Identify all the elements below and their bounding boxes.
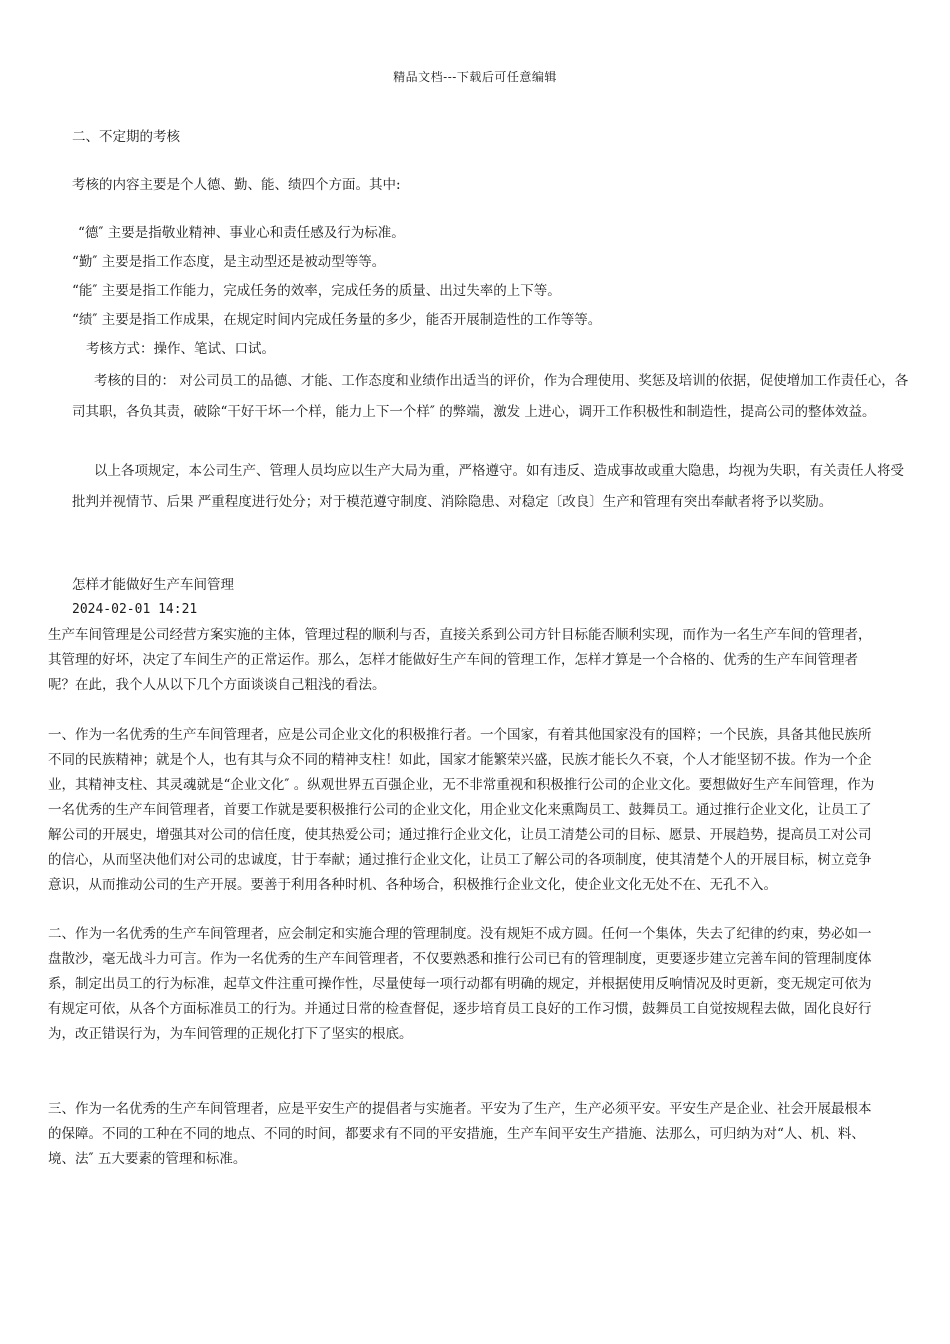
assessment-purpose: 考核的目的： 对公司员工的品德、才能、工作态度和业绩作出适当的评价，作为合理使用、奖惩及培训的依据，促使增加工作责任心，各司其职，各负其责，破除“干好干坏一个样，能力上下一个样″ 的弊端，激发 上进心，调开工作积极性和制造性，提高公司的整体效益。	[72, 373, 909, 420]
item-neng: “能″ 主要是指工作能力，完成任务的效率，完成任务的质量、出过失率的上下等。	[72, 283, 561, 299]
page-header: 精品文档---下载后可任意编辑	[393, 70, 557, 84]
rules-paragraph: 以上各项规定，本公司生产、管理人员均应以生产大局为重，严格遵守。如有违反、造成事故或重大隐患，均视为失职，有关责任人将受批判并视情节、后果 严重程度进行处分；对于模范遵守制度、消除隐患、对稳定〔改良〕生产和管理有突出奉献者将予以奖励。	[72, 463, 904, 510]
article-title: 怎样才能做好生产车间管理	[72, 577, 234, 593]
article-paragraph: 一、作为一名优秀的生产车间管理者，应是公司企业文化的积极推行者。一个国家，有着其他国家没有的国粹；一个民族，具备其他民族所不同的民族精神；就是个人，也有其与众不同的精神支柱！如此，国家才能繁荣兴盛，民族才能长久不衰，个人才能坚韧不拔。作为一个企业，其精神支柱、其灵魂就是“企业文化″ 。纵观世界五百强企业，无不非常重视和积极推行公司的企业文化。要想做好生产车间管理，作为一名优秀的生产车间管理者，首要工作就是要积极推行公司的企业文化，用企业文化来熏陶员工、鼓舞员工。通过推行企业文化，让员工了解公司的开展史，增强其对公司的信任度，使其热爱公司；通过推行企业文化，让员工清楚公司的目标、愿景、开展趋势，提高员工对公司的信心，从而坚决他们对公司的忠诚度，甘于奉献；通过推行企业文化，让员工了解公司的各项制度，使其清楚个人的开展目标，树立竞争意识，从而推动公司的生产开展。要善于利用各种时机、各种场合，积极推行企业文化，使企业文化无处不在、无孔不入。	[48, 727, 875, 893]
article-date: 2024-02-01 14:21	[72, 602, 198, 617]
item-de: “德″ 主要是指敬业精神、事业心和责任感及行为标准。	[78, 225, 405, 241]
item-ji: “绩″ 主要是指工作成果，在规定时间内完成任务量的多少，能否开展制造性的工作等等。	[72, 312, 602, 328]
article-paragraph: 二、作为一名优秀的生产车间管理者，应会制定和实施合理的管理制度。没有规矩不成方圆。任何一个集体，失去了纪律的约束，势必如一盘散沙，毫无战斗力可言。作为一名优秀的生产车间管理者，不仅要熟悉和推行公司已有的管理制度，更要逐步建立完善车间的管理制度体系，制定出员工的行为标准，起草文件注重可操作性，尽量使每一项行动都有明确的规定，并根据使用反响情况及时更新，变无规定可依为有规定可依，从各个方面标准员工的行为。并通过日常的检查督促，逐步培育员工良好的工作习惯，鼓舞员工自觉按规程去做，固化良好行为，改正错误行为，为车间管理的正规化打下了坚实的根底。	[48, 926, 872, 1042]
assessment-method: 考核方式：操作、笔试、口试。	[86, 341, 275, 357]
assessment-intro: 考核的内容主要是个人德、勤、能、绩四个方面。其中:	[72, 177, 401, 193]
article-paragraph: 三、作为一名优秀的生产车间管理者，应是平安生产的提倡者与实施者。平安为了生产，生产必须平安。平安生产是企业、社会开展最根本的保障。不同的工种在不同的地点、不同的时间，都要求有不同的平安措施，生产车间平安生产措施、法那么，可归纳为对“人、机、料、境、法″ 五大要素的管理和标准。	[48, 1101, 872, 1167]
article-paragraph: 生产车间管理是公司经营方案实施的主体，管理过程的顺利与否，直接关系到公司方针目标能否顺利实现，而作为一名生产车间的管理者，其管理的好坏，决定了车间生产的正常运作。那么，怎样才能做好生产车间的管理工作，怎样才算是一个合格的、优秀的生产车间管理者呢？在此，我个人从以下几个方面谈谈自己粗浅的看法。	[48, 627, 872, 693]
section-heading: 二、不定期的考核	[72, 129, 180, 145]
item-qin: “勤″ 主要是指工作态度，是主动型还是被动型等等。	[72, 254, 386, 270]
